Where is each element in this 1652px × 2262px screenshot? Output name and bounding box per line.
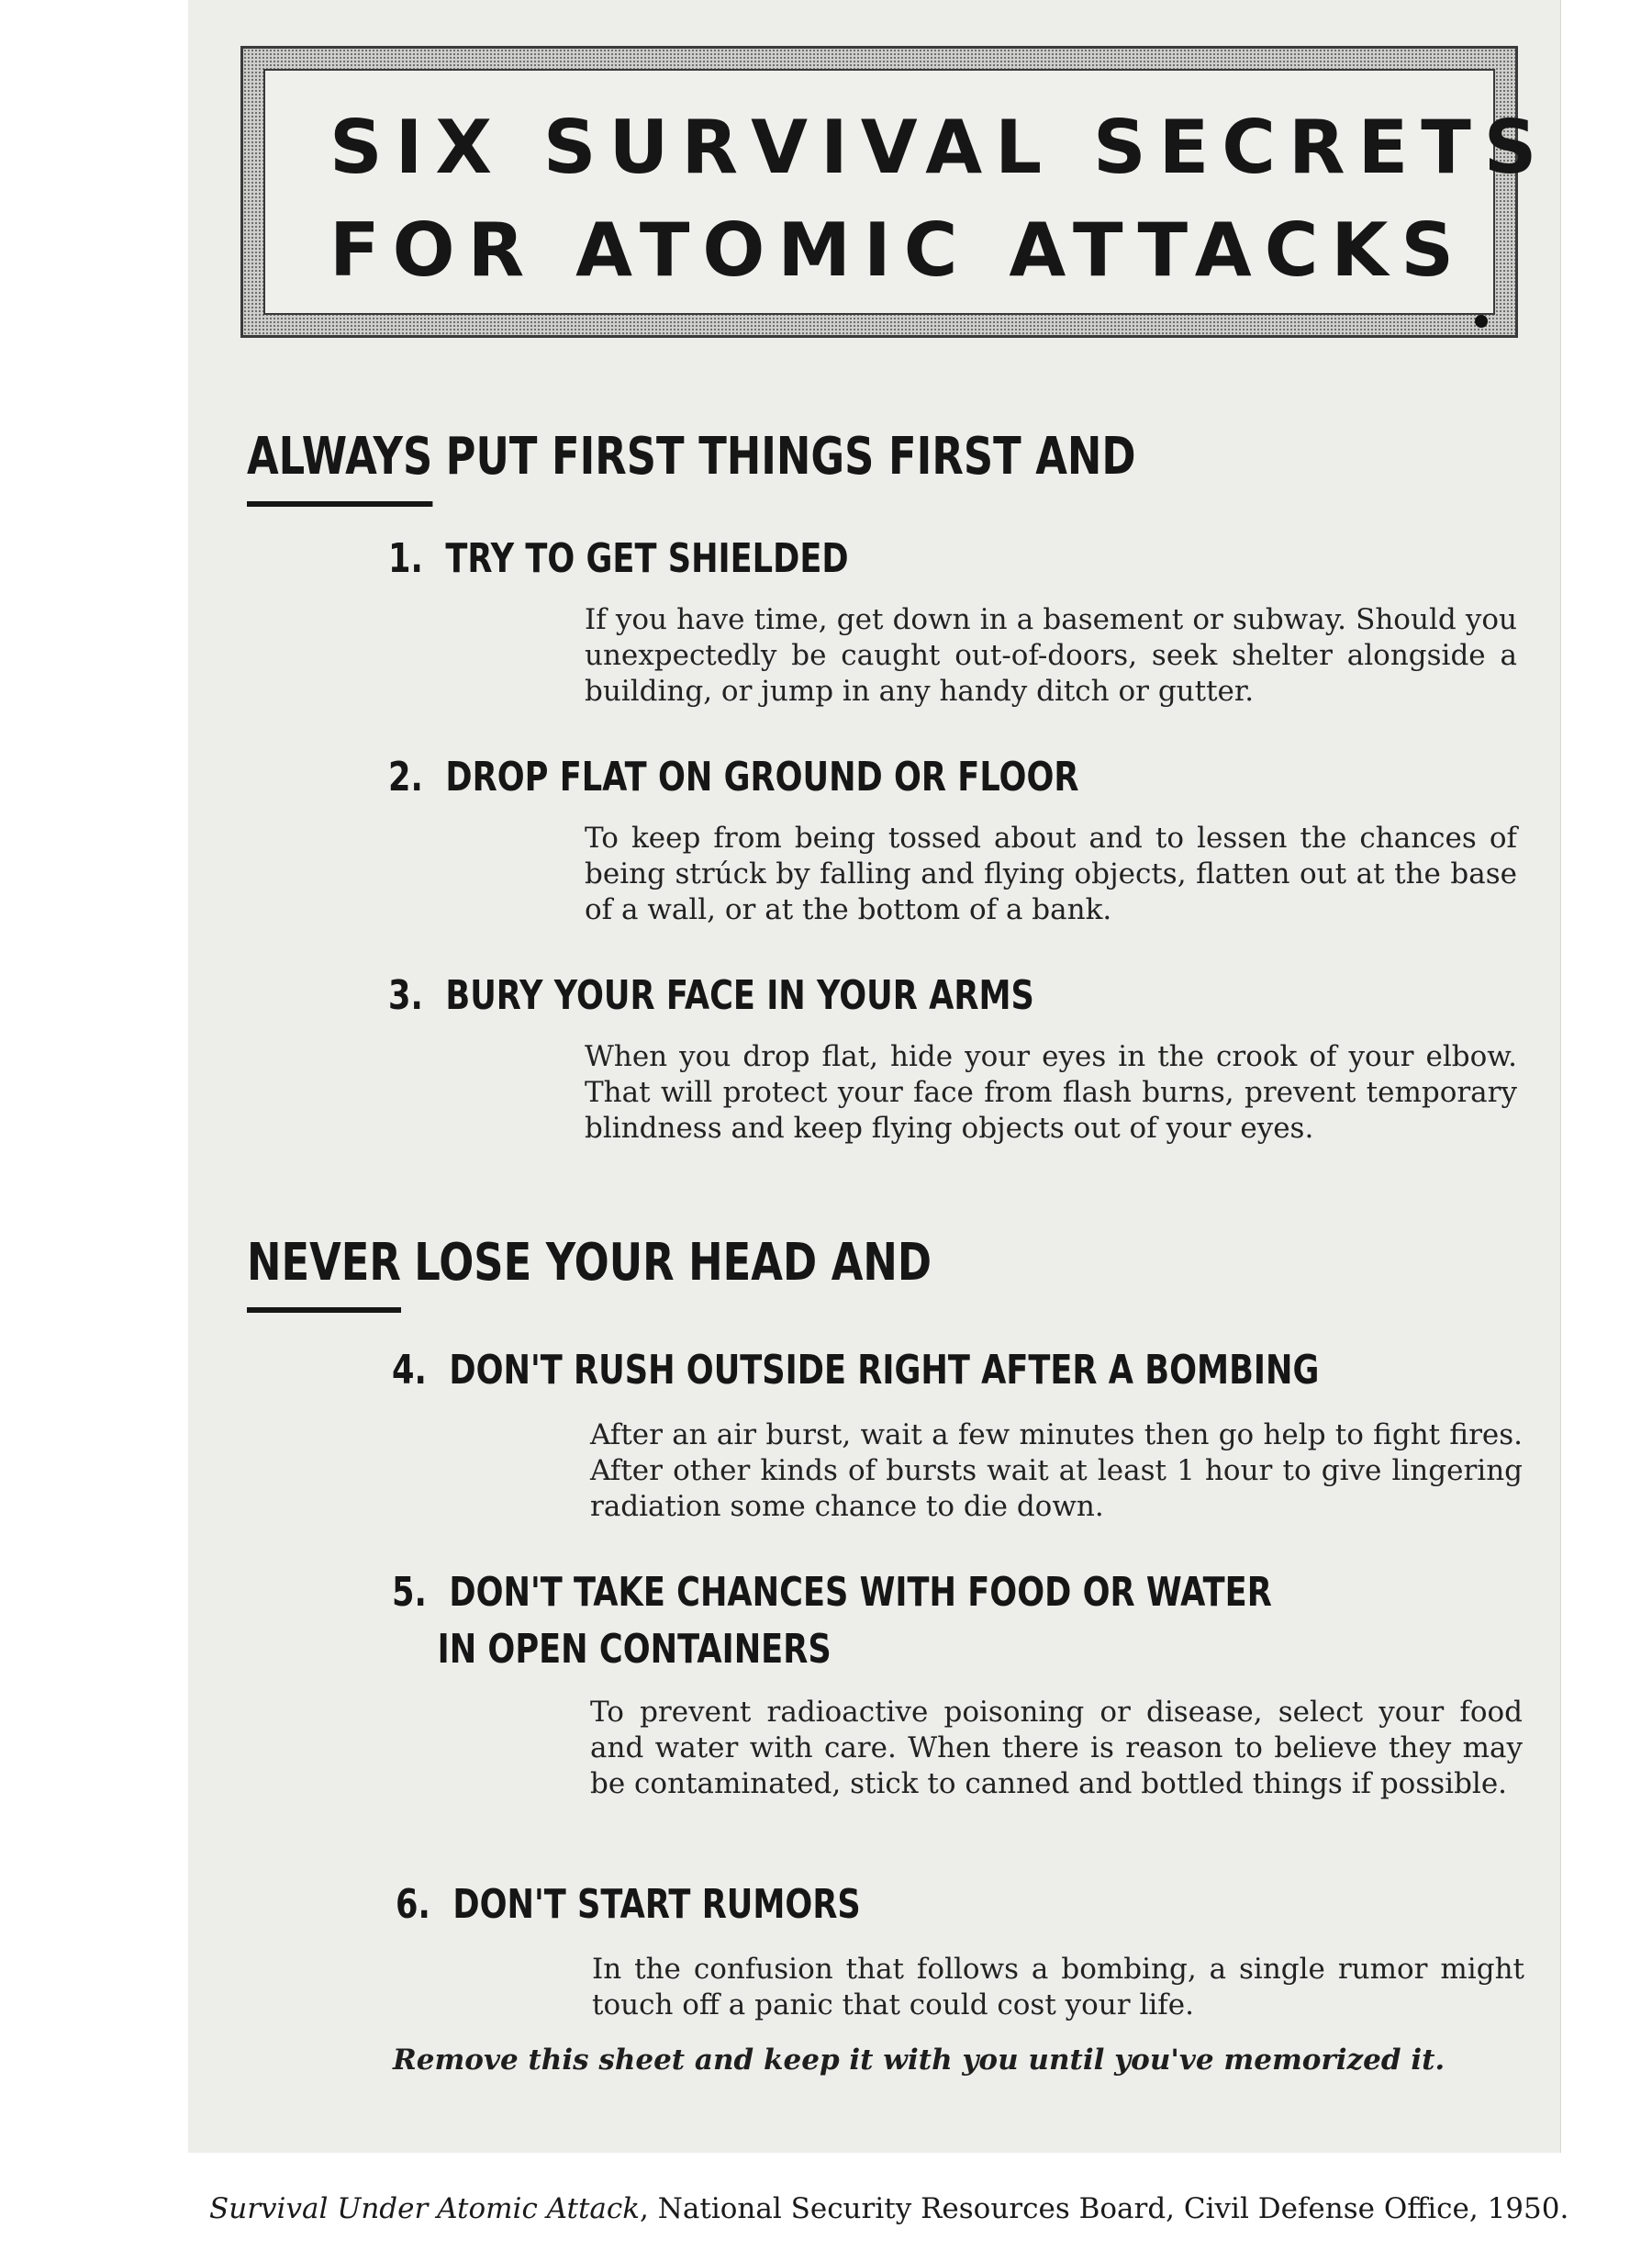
- item-title-text: TRY TO GET SHIELDED: [445, 535, 849, 582]
- item-text-1: If you have time, get down in a basement or subway. Should you unexpectedly be caught out-of-doors, seek shelter alongside a building, or jump in any handy ditch or gutter.: [585, 603, 1517, 708]
- item-number: 4.: [392, 1347, 427, 1394]
- heading-keyword: NEVER: [247, 1237, 401, 1313]
- item-title-3: [388, 968, 1034, 1025]
- item-title-text: DON'T START RUMORS: [452, 1881, 861, 1928]
- source-caption: [209, 2192, 1568, 2225]
- item-title-1: [388, 531, 849, 588]
- item-title-2: [388, 749, 1078, 806]
- heading-rest: PUT FIRST THINGS FIRST AND: [445, 427, 1136, 487]
- item-text-2: To keep from being tossed about and to lessen the chances of being strúck by falling and flying objects, flatten out at the base of a wall, or at the bottom of a bank.: [585, 822, 1517, 926]
- item-title-text-continued: IN OPEN CONTAINERS: [437, 1626, 832, 1673]
- item-text-3: When you drop flat, hide your eyes in the crook of your elbow. That will protect your face from flash burns, prevent temporary blindness and keep flying objects out of your eyes.: [585, 1040, 1517, 1145]
- item-number: 6.: [396, 1881, 430, 1928]
- heading-keyword: ALWAYS: [247, 431, 432, 507]
- item-title-text: DON'T RUSH OUTSIDE RIGHT AFTER A BOMBING: [449, 1347, 1320, 1394]
- title-box: [240, 46, 1550, 338]
- item-number: 5.: [392, 1569, 427, 1616]
- item-text-6: In the confusion that follows a bombing, a single rumor might touch off a panic that could cost your life.: [592, 1953, 1524, 2021]
- source-title: Survival Under Atomic Attack: [209, 2192, 641, 2225]
- item-number: 3.: [388, 972, 423, 1019]
- source-details: , National Security Resources Board, Civil Defense Office, 1950.: [640, 2192, 1569, 2225]
- item-number: 1.: [388, 535, 423, 582]
- item-title-6: [396, 1876, 861, 1933]
- item-title-5: [392, 1564, 1272, 1678]
- item-title-text: DROP FLAT ON GROUND OR FLOOR: [445, 754, 1079, 801]
- title-line-1: SIX SURVIVAL SECRETS: [329, 105, 1550, 190]
- item-text-4: After an air burst, wait a few minutes then go help to fight fires. After other kinds of bursts wait at least 1 hour to give lingering radiation some chance to die down.: [590, 1418, 1523, 1523]
- section-heading-never: [247, 1233, 932, 1313]
- item-number: 2.: [388, 754, 423, 801]
- section-heading-always: [247, 427, 1136, 507]
- remove-sheet-note: Remove this sheet and keep it with you until you've memorized it.: [393, 2044, 1446, 2077]
- title-line-2: FOR ATOMIC ATTACKS: [329, 207, 1468, 293]
- title-inner-frame: [263, 69, 1550, 315]
- item-title-text: DON'T TAKE CHANCES WITH FOOD OR WATER: [449, 1569, 1272, 1616]
- heading-rest: LOSE YOUR HEAD AND: [414, 1233, 932, 1293]
- item-title-text: BURY YOUR FACE IN YOUR ARMS: [445, 972, 1034, 1019]
- corner-dot: [1475, 315, 1488, 328]
- item-title-4: [392, 1342, 1319, 1399]
- item-text-5: To prevent radioactive poisoning or disease, select your food and water with care. When there is reason to believe they may be contaminated, stick to canned and bottled things if possible.: [590, 1696, 1523, 1800]
- leaflet-page: [188, 0, 1561, 2153]
